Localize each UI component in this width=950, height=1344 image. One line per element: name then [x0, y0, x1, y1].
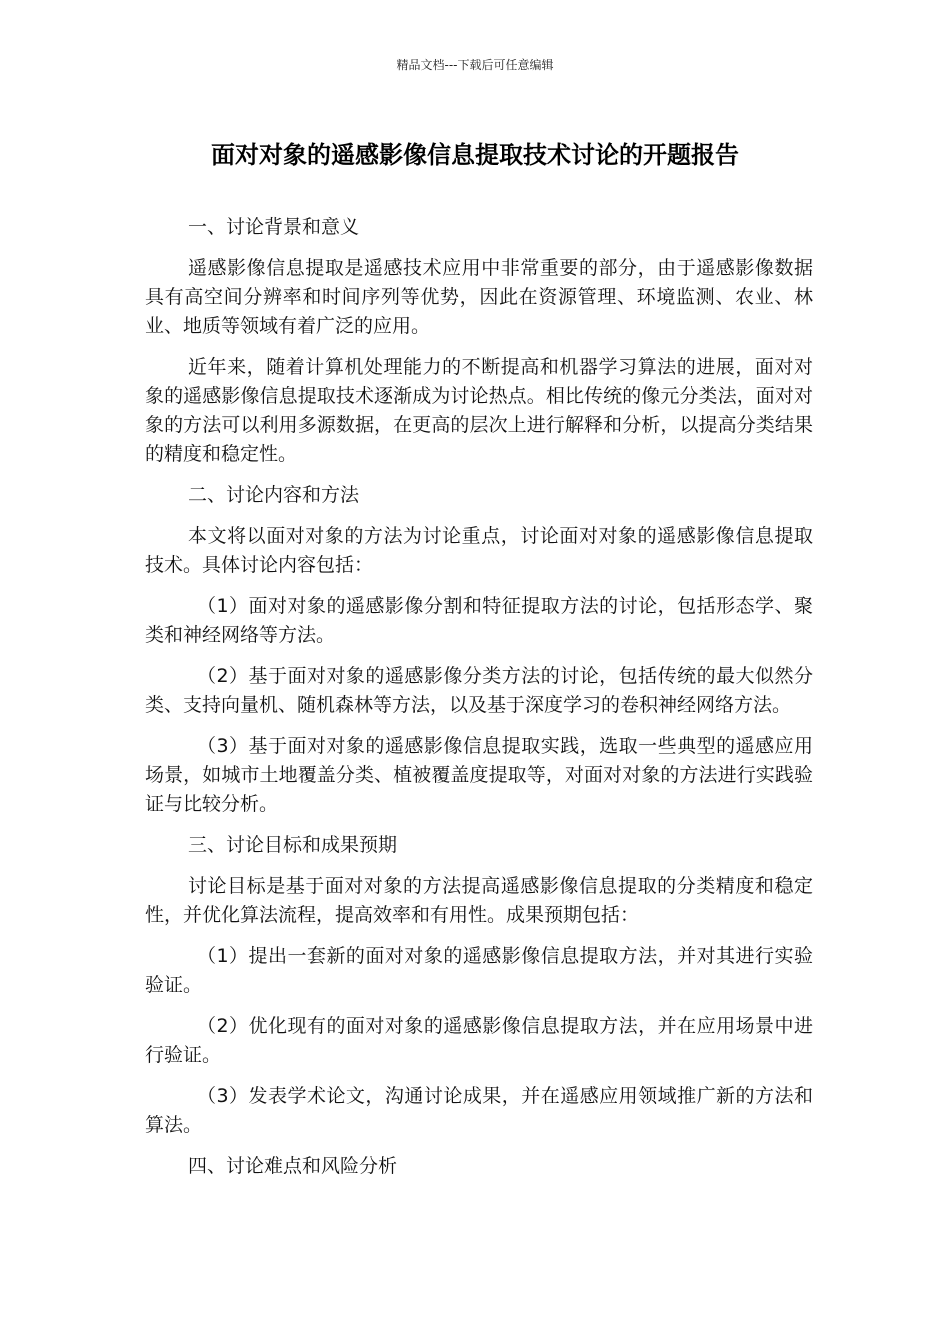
list-item-content-3: （3）基于面对对象的遥感影像信息提取实践，选取一些典型的遥感应用场景，如城市土地覆盖分类、植被覆盖度提取等，对面对对象的方法进行实践验证与比较分析。 [145, 735, 813, 815]
section-heading-risks: 四、讨论难点和风险分析 [188, 1155, 398, 1177]
list-item-goals-2: （2）优化现有的面对对象的遥感影像信息提取方法，并在应用场景中进行验证。 [145, 1015, 813, 1066]
paragraph-content-intro: 本文将以面对对象的方法为讨论重点，讨论面对对象的遥感影像信息提取技术。具体讨论内容包括： [145, 525, 813, 576]
list-item-goals-1: （1）提出一套新的面对对象的遥感影像信息提取方法，并对其进行实验验证。 [145, 945, 813, 996]
paragraph-background-2: 近年来，随着计算机处理能力的不断提高和机器学习算法的进展，面对对象的遥感影像信息提取技术逐渐成为讨论热点。相比传统的像元分类法，面对对象的方法可以利用多源数据，在更高的层次上进行解释和分析，以提高分类结果的精度和稳定性。 [145, 356, 813, 465]
section-heading-content-methods: 二、讨论内容和方法 [188, 484, 360, 506]
paragraph-background-1: 遥感影像信息提取是遥感技术应用中非常重要的部分，由于遥感影像数据具有高空间分辨率和时间序列等优势，因此在资源管理、环境监测、农业、林业、地质等领域有着广泛的应用。 [145, 257, 813, 337]
list-item-goals-3: （3）发表学术论文，沟通讨论成果，并在遥感应用领域推广新的方法和算法。 [145, 1085, 813, 1136]
section-heading-goals: 三、讨论目标和成果预期 [188, 834, 398, 856]
list-item-content-2: （2）基于面对对象的遥感影像分类方法的讨论，包括传统的最大似然分类、支持向量机、随机森林等方法，以及基于深度学习的卷积神经网络方法。 [145, 665, 813, 716]
page-header: 精品文档---下载后可任意编辑 [396, 58, 554, 72]
list-item-content-1: （1）面对对象的遥感影像分割和特征提取方法的讨论，包括形态学、聚类和神经网络等方法。 [145, 595, 813, 646]
document-body [145, 213, 813, 1193]
paragraph-goals-intro: 讨论目标是基于面对对象的方法提高遥感影像信息提取的分类精度和稳定性，并优化算法流程，提高效率和有用性。成果预期包括： [145, 875, 813, 926]
document-title: 面对对象的遥感影像信息提取技术讨论的开题报告 [211, 141, 739, 169]
section-heading-background: 一、讨论背景和意义 [188, 216, 360, 238]
